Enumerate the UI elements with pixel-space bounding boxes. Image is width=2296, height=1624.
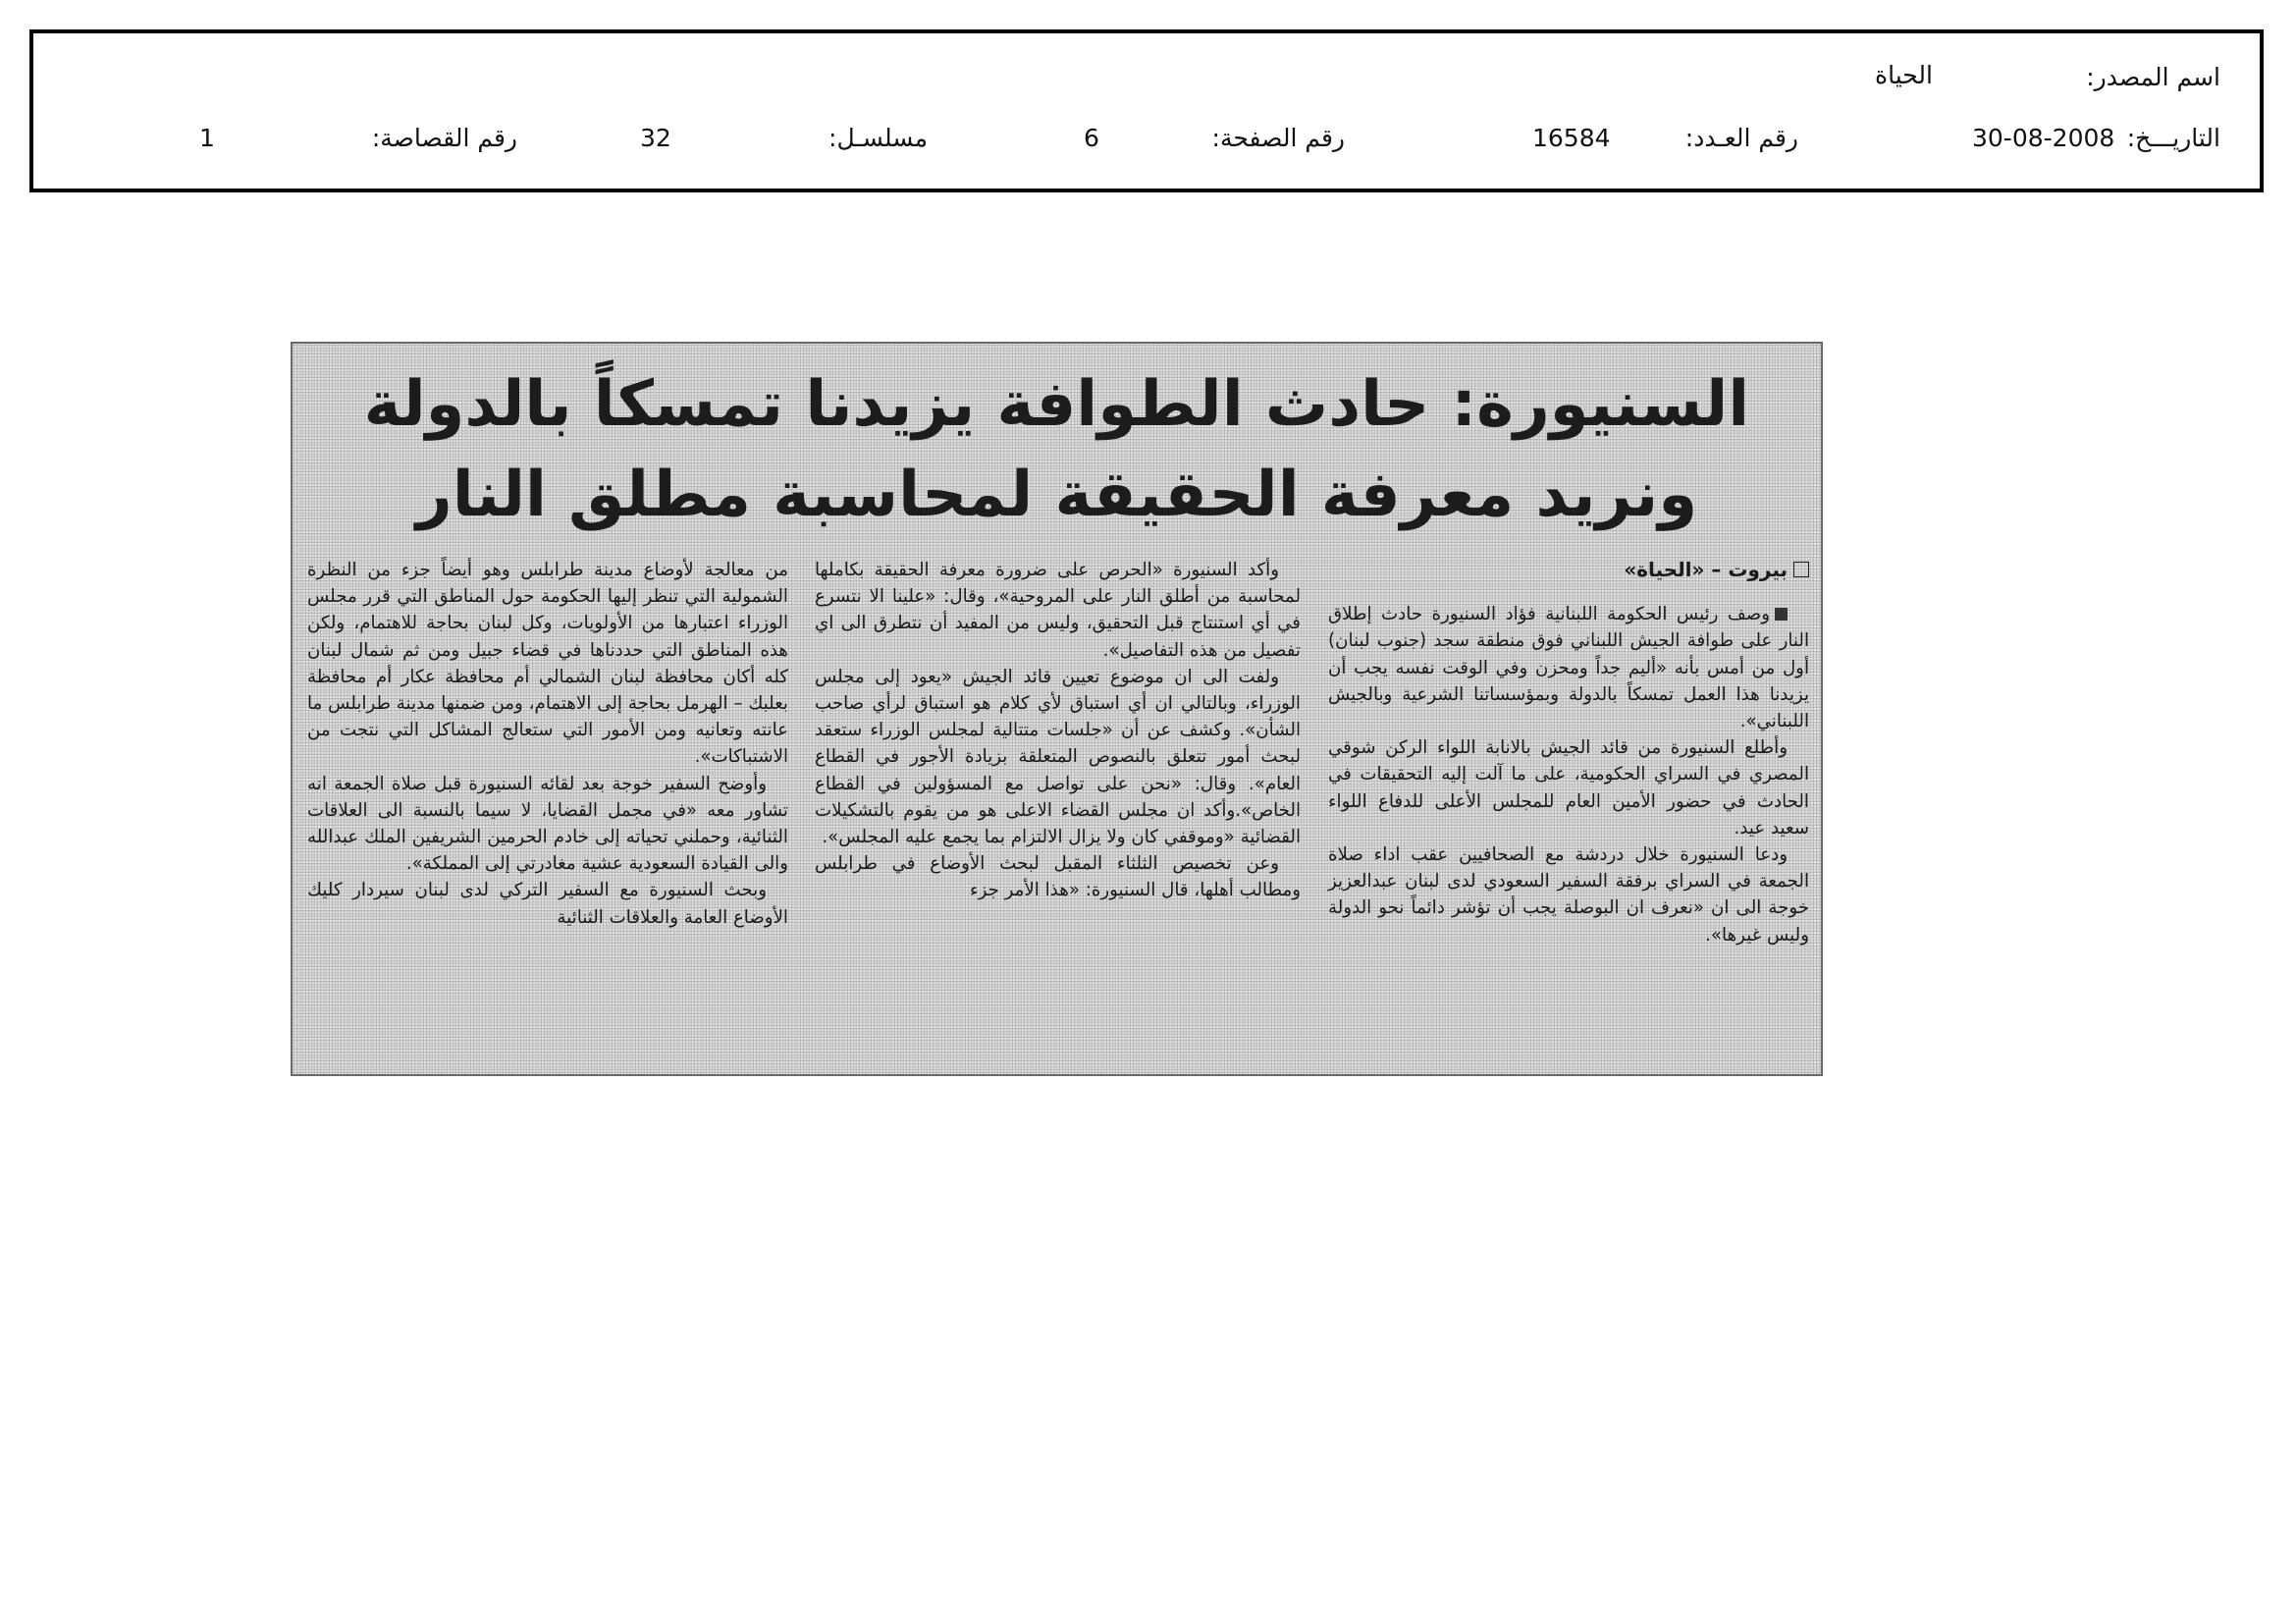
paragraph: وبحث السنيورة مع السفير التركي لدى لبنان سيردار كليك الأوضاع العامة والعلاقات الثنائية [307,880,788,928]
square-bullet-icon [1793,562,1809,577]
dateline-text: بيروت – «الحياة» [1624,558,1788,581]
paragraph: من معالجة لأوضاع مدينة طرابلس وهو أيضاً جزء من النظرة الشمولية التي تنظر إليها الحكومة حول المناطق التي قرر مجلس الوزراء اعتبارها من الأولويات، وكل لبنان بحاجة للاهتمام، ولكن هذه المناطق التي حددناها في قضاء جبيل ومن ثم شمال لبنان كله أكان محافظة لبنان الشمالي أم محافظة عكار أم محافظة بعلبك – الهرمل بحاجة إلى الاهتمام، ومن ضمنها مدينة طرابلس ما عانته وتعانيه ومن الأمور التي ستعالج المشاكل التي نتجت من الاشتباكات». [307,560,788,768]
article-column-3 [307,557,788,931]
serial-value: 32 [640,124,671,152]
paragraph: ودعا السنيورة خلال دردشة مع الصحافيين عقب اداء صلاة الجمعة في السراي برفقة السفير السعودي لدى لبنان عبدالعزيز خوجة الى ان «نعرف ان البوصلة يجب أن تؤشر دائماً نحو الدولة وليس غيرها». [1328,844,1809,946]
date-value: 30-08-2008 [1972,124,2115,152]
headline-line-2: ونريد معرفة الحقيقة لمحاسبة مطلق النار [415,459,1698,531]
clipping-metadata-box [29,29,2264,192]
newspaper-clipping [291,342,1823,1076]
serial-label: مسلسـل: [828,124,928,152]
page-label: رقم الصفحة: [1211,124,1345,152]
issue-label: رقم العـدد: [1684,124,1798,152]
paragraph-text: وصف رئيس الحكومة اللبنانية فؤاد السنيورة حادث إطلاق النار على طوافة الجيش اللبناني فوق منطقة سجد (جنوب لبنان) أول من أمس بأنه «أليم جداً ومحزن وفي الوقت نفسه يجب أن يزيدنا هذا العمل تمسكاً بالدولة وبمؤسساتنا الشرعية وبالجيش اللبناني». [1328,604,1809,732]
filled-square-icon [1775,608,1788,621]
clip-number-label: رقم القصاصة: [371,124,517,152]
paragraph: وعن تخصيص الثلثاء المقبل لبحث الأوضاع في طرابلس ومطالب أهلها، قال السنيورة: «هذا الأمر جزء [815,853,1301,901]
source-label: اسم المصدر: [2086,63,2220,91]
article-column-2 [815,557,1301,904]
paragraph: وأطلع السنيورة من قائد الجيش بالانابة اللواء الركن شوقي المصري في السراي الحكومية، على ما آلت إليه التحقيقات في الحادث في حضور الأمين العام للمجلس الأعلى للدفاع اللواء سعيد عيد. [1328,737,1809,839]
paragraph: ولفت الى ان موضوع تعيين قائد الجيش «يعود إلى مجلس الوزراء، وبالتالي ان أي استباق لأي كلام هو استباق لرأي صاحب الشأن». وكشف عن أن «جلسات متتالية لمجلس الوزراء ستعقد لبحث أمور تتعلق بالنصوص المتعلقة بزيادة الأجور في القطاع العام». وقال: «نحن على تواصل مع المسؤولين في القطاع الخاص».وأكد ان مجلس القضاء الاعلى هو من يقوم بالتشكيلات القضائية «وموقفي كان ولا يزال الالتزام بما يجمع عليه المجلس». [815,666,1301,848]
paragraph: وأوضح السفير خوجة بعد لقائه السنيورة قبل صلاة الجمعة انه تشاور معه «في مجمل القضايا، لا سيما بالنسبة الى العلاقات الثنائية، وحملني تحياته إلى خادم الحرمين الشريفين الملك عبدالله والى القيادة السعودية عشية مغادرتي إلى المملكة». [307,773,788,875]
page-value: 6 [1084,124,1099,152]
clip-number-value: 1 [199,124,215,152]
issue-value: 16584 [1532,124,1611,152]
article-column-1 [1328,557,1809,948]
dateline [1328,557,1809,583]
source-value: الحياة [1875,61,1933,89]
date-label: التاريـــخ: [2126,124,2220,152]
paragraph: وأكد السنيورة «الحرص على ضرورة معرفة الحقيقة بكاملها لمحاسبة من أطلق النار على المروحية»، وقال: «علينا الا نتسرع في أي استنتاج قبل التحقيق، وليس من المفيد أن نتطرق الى اي تفصيل من هذه التفاصيل». [815,560,1301,661]
headline-line-1: السنيورة: حادث الطوافة يزيدنا تمسكاً بالدولة [363,368,1750,441]
paragraph [1328,601,1809,734]
